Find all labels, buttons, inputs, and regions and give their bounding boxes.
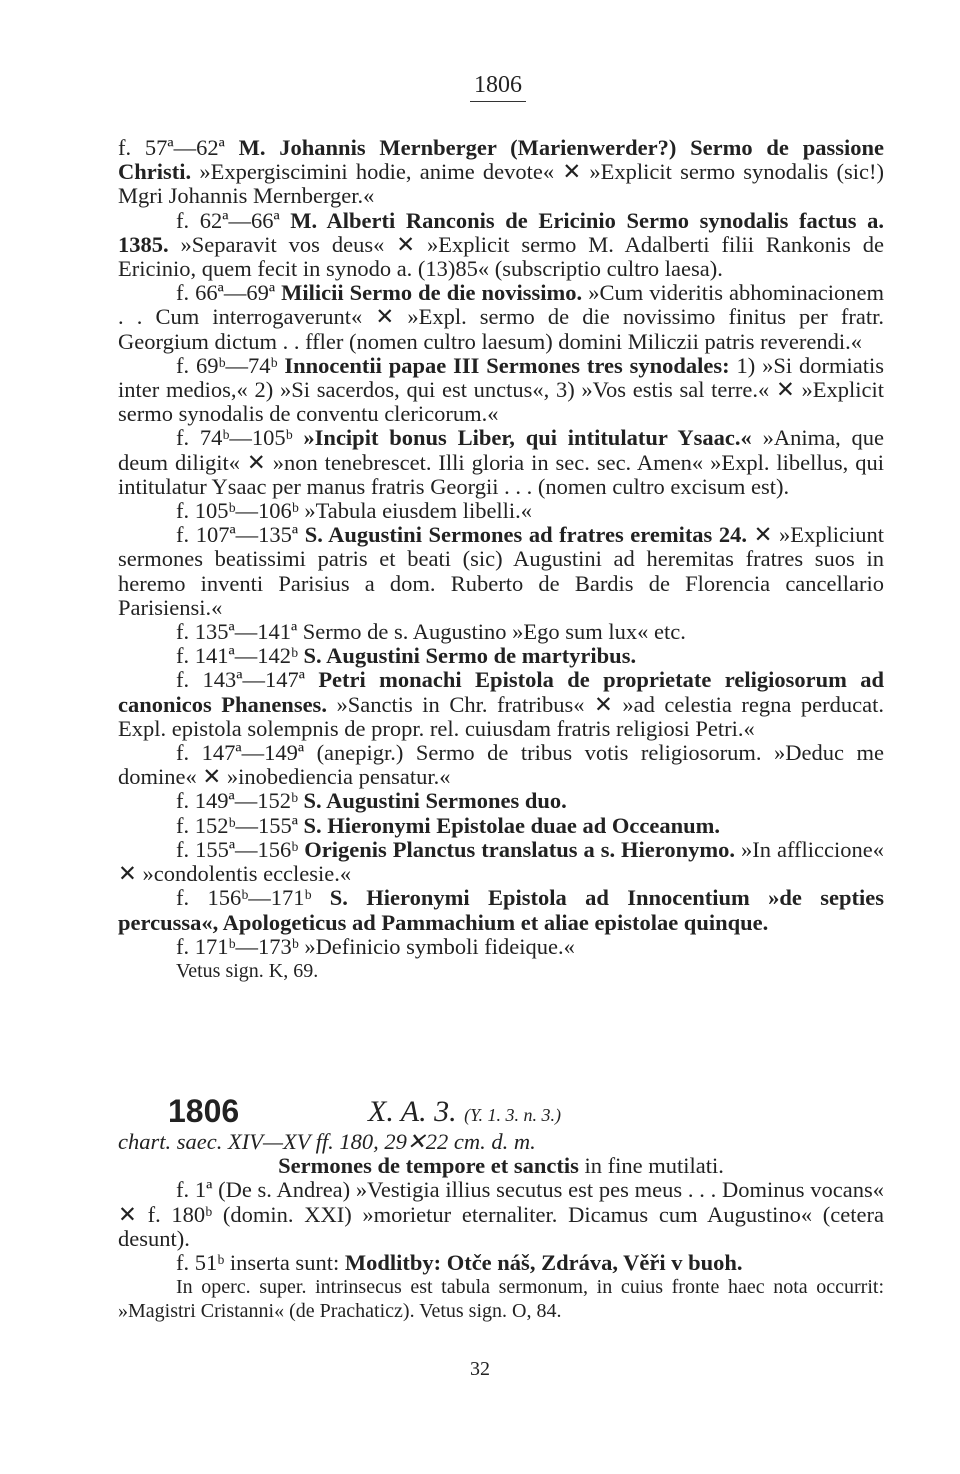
entry-incipit-explicit: »Separavit vos deus« ✕ »Explicit sermo M. Adalberti filii Rankonis de Ericinio, quem fecit in synodo a. (13)85« (subscriptio cultro laesa). — [118, 231, 885, 282]
catalog-entry — [118, 354, 884, 427]
folio-range: f. 57ª—62ª — [118, 135, 225, 160]
folio-range: f. 141ª—142ᵇ — [176, 643, 298, 669]
entry-incipit-explicit: ✕ »Expliciunt sermones beatissimi patris et beati (sic) Augustini ad heremitas fratres suos in heremo inventi Parisius a dom. Ruberto de Bardis de Florencia cancellario Parisiensi.« — [118, 522, 885, 620]
catalog-entry — [118, 281, 884, 354]
entry-title: M. Johannis Mernberger (Marienwerder?) Sermo de passione Christi. — [118, 135, 884, 185]
catalog-entry — [118, 644, 884, 668]
catalog-entry — [118, 789, 884, 813]
folio-range: f. 105ᵇ—106ᵇ — [176, 498, 299, 524]
entry-title: S. Augustini Sermo de martyribus. — [303, 643, 637, 669]
entry-incipit-explicit: Sermo de s. Augustino »Ego sum lux« etc. — [302, 619, 686, 645]
entry-title: Origenis Planctus translatus a s. Hieronymo. — [304, 836, 736, 862]
folio-range: f. 147ª—149ª — [176, 740, 305, 766]
folio-range: f. 171ᵇ—173ᵇ — [176, 933, 299, 959]
catalog-entry — [118, 523, 884, 620]
entry-title: S. Augustini Sermones ad fratres eremitas 24. — [304, 522, 748, 548]
record-body — [118, 1130, 884, 1323]
folio-range: f. 74ᵇ—105ᵇ — [176, 425, 293, 451]
entry-title: »Incipit bonus Liber, qui intitulatur Ysaac.« — [303, 425, 752, 451]
record-title: Sermones de tempore et sanctis — [278, 1153, 579, 1179]
folio-range: f. 135ª—141ª — [176, 619, 298, 645]
entry-incipit-explicit: 1) »Si dormiatis inter medios,« 2) »Si sacerdos, qui est unctus«, 3) »Vos estis sal terre.« ✕ »Explicit sermo synodalis de conventu clericorum.« — [118, 352, 885, 427]
insert-prayers: Modlitby: Otče náš, Zdráva, Věři v buoh. — [344, 1250, 743, 1276]
folio-range: f. 152ᵇ—155ª — [176, 812, 298, 838]
entry-incipit-explicit: »Cum videritis abhominacionem . . Cum interrogaverunt« ✕ »Expl. sermo de die novissimo finitus per fratr. Georgium dictum . . ffler (nomen cultro laesum) domini Miliczii patris reverendi.« — [118, 280, 884, 354]
page-folio: 32 — [470, 1358, 490, 1380]
catalog-continuation — [118, 136, 884, 983]
folio-range: f. 69ᵇ—74ᵇ — [176, 352, 278, 378]
record-title-line — [118, 1154, 884, 1178]
entry-incipit-explicit: »Tabula eiusdem libelli.« — [304, 498, 533, 524]
catalog-entry — [118, 136, 884, 209]
entry-title: M. Alberti Ranconis de Ericinio Sermo synodalis factus a. 1385. — [118, 207, 884, 257]
page-number-top: 1806 — [470, 72, 526, 102]
entry-incipit-explicit: »Expergiscimini hodie, anime devote« ✕ »Explicit sermo synodalis (sic!) Mgri Johannis Mernberger.« — [118, 159, 884, 209]
entry-title: Innocentii papae III Sermones tres synodales: — [284, 352, 730, 378]
folio-range: f. 156ᵇ—171ᵇ — [176, 885, 312, 911]
record-content-line: f. 1ª (De s. Andrea) »Vestigia illius secutus est pes meus . . . Dominus vocans« ✕ f. 180ᵇ (domin. XXI) »morietur eternaliter. Dicamus cum Augustino« (cetera desunt). — [118, 1177, 884, 1251]
catalog-entry — [118, 426, 884, 499]
old-signature: Vetus sign. K, 69. — [176, 959, 319, 982]
folio-range: f. 66ª—69ª — [176, 280, 276, 306]
physical-description: chart. saec. XIV—XV ff. 180, 29✕22 cm. d. m. — [118, 1129, 536, 1154]
catalog-entry — [118, 668, 884, 741]
catalog-entry — [118, 838, 884, 886]
record-insert-line — [118, 1251, 884, 1275]
catalog-entry — [118, 620, 884, 644]
folio-range: f. 143ª—147ª — [176, 667, 305, 693]
entry-title: S. Augustini Sermones duo. — [303, 788, 567, 814]
entry-title: Milicii Sermo de die novissimo. — [281, 280, 583, 306]
entry-incipit-explicit: »Anima, que deum diligit« ✕ »non tenebrescet. Illi gloria in sec. sec. Amen« »Expl. libellus, qui intitulatur Ysaac per manus fratris Georgii . . . (nomen cultro excisum est). — [118, 425, 884, 499]
entry-title: S. Hieronymi Epistola ad Innocentium »de septies percussa«, Apologeticus ad Pammachium et aliae epistolae quinque. — [118, 885, 885, 935]
catalog-entry — [118, 935, 884, 959]
catalog-entry — [118, 886, 884, 934]
folio-range: f. 149ª—152ᵇ — [176, 788, 298, 814]
catalog-entry — [118, 741, 884, 789]
entry-incipit-explicit: »Definicio symboli fideique.« — [304, 933, 575, 959]
record-title-rest: in fine mutilati. — [584, 1153, 724, 1179]
shelf-mark — [368, 1095, 561, 1129]
record-number: 1806 — [168, 1093, 240, 1129]
entry-title: S. Hieronymi Epistolae duae ad Occeanum. — [303, 812, 721, 838]
running-header — [0, 72, 960, 102]
folio-range: f. 155ª—156ᵇ — [176, 836, 299, 862]
entry-title: Petri monachi Epistola de proprietate religiosorum ad canonicos Phanenses. — [118, 667, 884, 717]
entry-incipit-explicit: »Sanctis in Chr. fratribus« ✕ »ad celestia regna perducat. Expl. epistola solempnis de propr. rel. cuiusdam fratris religiosi Petri.« — [118, 691, 885, 741]
shelf-mark-old: (Y. 1. 3. n. 3.) — [464, 1105, 561, 1125]
shelf-mark-main: X. A. 3. — [368, 1095, 457, 1128]
record-note: In operc. super. intrinsecus est tabula sermonum, in cuius fronte haec nota occurrit: »Magistri Cristanni« (de Prachaticz). Vetus sign. O, 84. — [118, 1276, 884, 1323]
folio-range: f. 62ª—66ª — [176, 207, 280, 233]
entry-incipit-explicit: (anepigr.) Sermo de tribus votis religiosorum. »Deduc me domine« ✕ »inobediencia pensatur.« — [118, 740, 884, 790]
catalog-entry — [118, 209, 884, 282]
catalog-entry — [118, 814, 884, 838]
catalog-entry — [118, 499, 884, 523]
insert-lead: f. 51ᵇ inserta sunt: — [176, 1250, 340, 1276]
folio-range: f. 107ª—135ª — [176, 522, 299, 548]
entry-incipit-explicit: »In affliccione« ✕ »condolentis ecclesie.« — [118, 836, 885, 887]
